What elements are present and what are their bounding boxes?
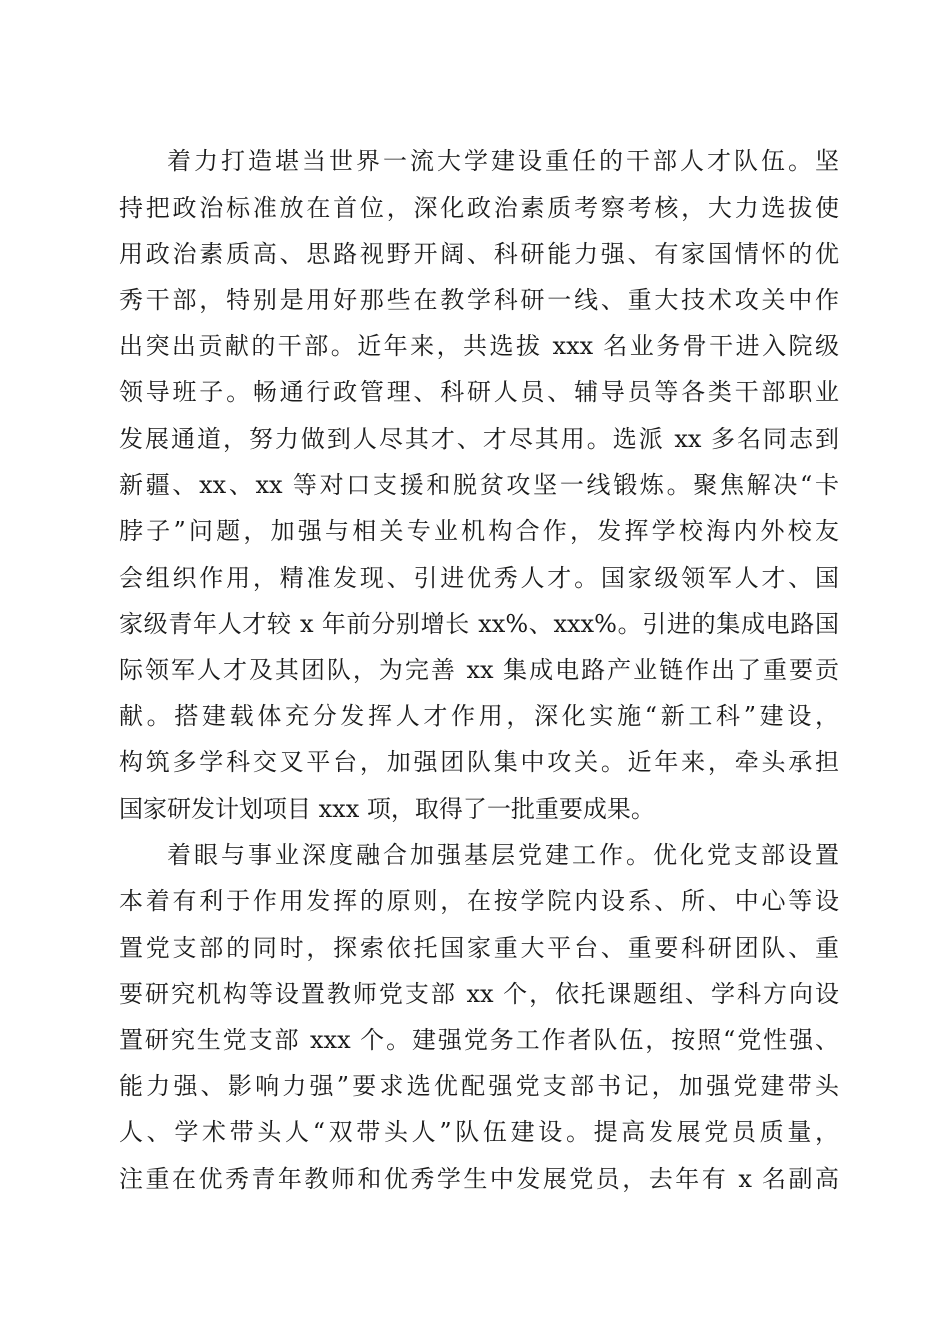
- text-line: 献。搭建载体充分发挥人才作用，深化实施“新工科”建设，: [119, 702, 839, 730]
- text-line: 秀干部，特别是用好那些在教学科研一线、重大技术攻关中作: [119, 286, 839, 314]
- text-line: 置党支部的同时，探索依托国家重大平台、重要科研团队、重: [119, 934, 839, 962]
- text-line: 人、学术带头人“双带头人”队伍建设。提高发展党员质量，: [119, 1118, 839, 1146]
- text-line: 着力打造堪当世界一流大学建设重任的干部人才队伍。坚: [167, 147, 839, 175]
- text-line: 构筑多学科交叉平台，加强团队集中攻关。近年来，牵头承担: [119, 748, 839, 776]
- text-line: 发展通道，努力做到人尽其才、才尽其用。选派 xx 多名同志到: [119, 425, 839, 453]
- text-line: 出突出贡献的干部。近年来，共选拔 xxx 名业务骨干进入院级: [119, 332, 839, 360]
- text-line: 注重在优秀青年教师和优秀学生中发展党员，去年有 x 名副高: [119, 1165, 839, 1193]
- text-line: 国家研发计划项目 xxx 项，取得了一批重要成果。: [119, 795, 655, 823]
- text-line: 领导班子。畅通行政管理、科研人员、辅导员等各类干部职业: [119, 378, 839, 406]
- text-line: 要研究机构等设置教师党支部 xx 个，依托课题组、学科方向设: [119, 980, 839, 1008]
- text-line: 会组织作用，精准发现、引进优秀人才。国家级领军人才、国: [119, 564, 839, 592]
- text-line: 际领军人才及其团队，为完善 xx 集成电路产业链作出了重要贡: [119, 656, 839, 684]
- text-line: 能力强、影响力强”要求选优配强党支部书记，加强党建带头: [119, 1072, 839, 1100]
- text-line: 用政治素质高、思路视野开阔、科研能力强、有家国情怀的优: [119, 240, 839, 268]
- text-line: 家级青年人才较 x 年前分别增长 xx%、xxx%。引进的集成电路国: [119, 610, 839, 638]
- text-line: 脖子”问题，加强与相关专业机构合作，发挥学校海内外校友: [119, 517, 839, 545]
- text-line: 置研究生党支部 xxx 个。建强党务工作者队伍，按照“党性强、: [119, 1026, 839, 1054]
- text-line: 本着有利于作用发挥的原则，在按学院内设系、所、中心等设: [119, 887, 839, 915]
- text-line: 着眼与事业深度融合加强基层党建工作。优化党支部设置: [167, 841, 839, 869]
- text-line: 持把政治标准放在首位，深化政治素质考察考核，大力选拔使: [119, 194, 839, 222]
- text-line: 新疆、xx、xx 等对口支援和脱贫攻坚一线锻炼。聚焦解决“卡: [119, 471, 839, 499]
